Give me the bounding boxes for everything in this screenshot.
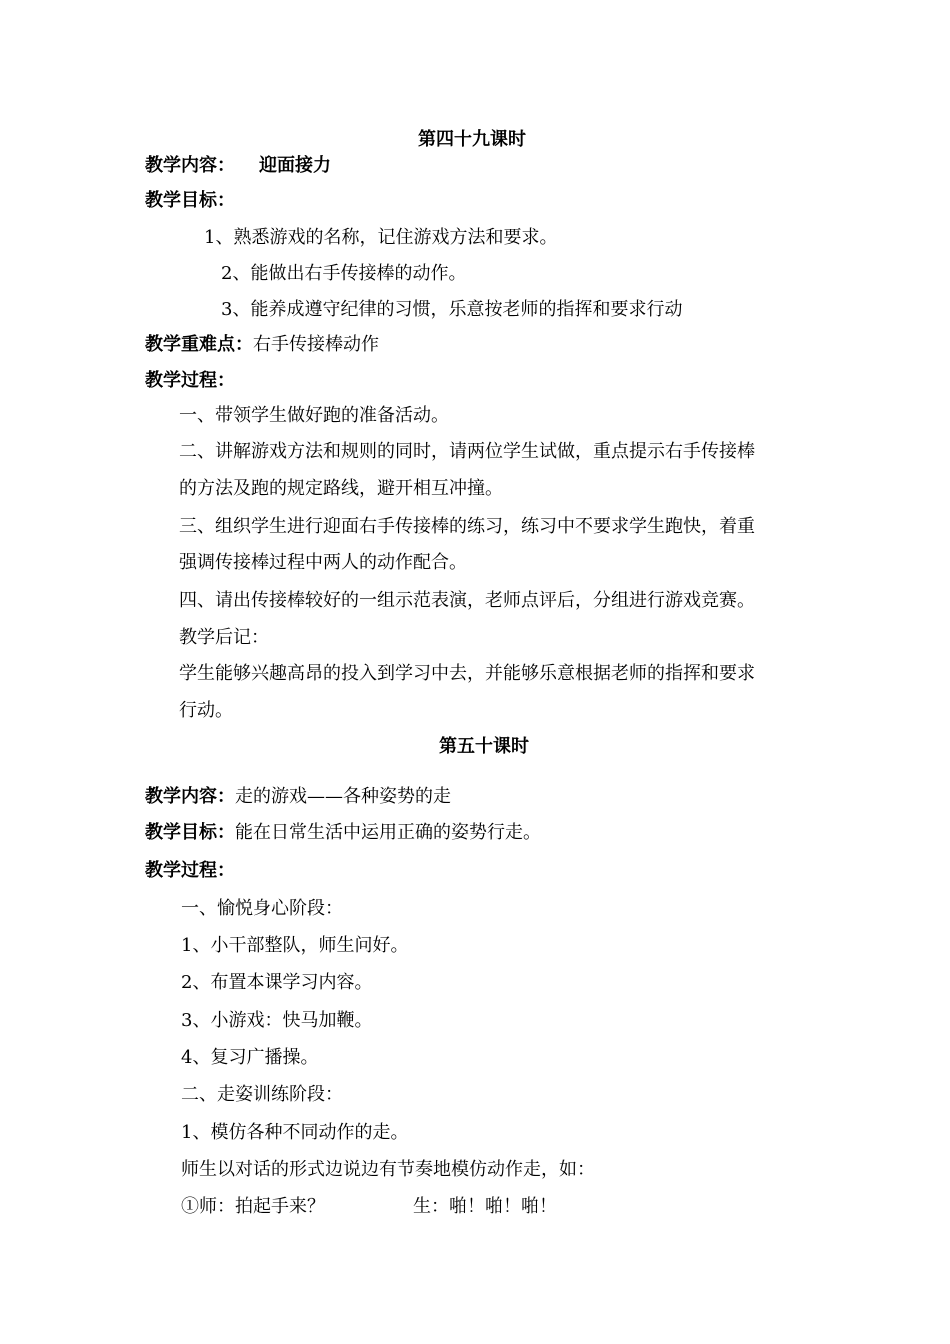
lesson49-content-label: 教学内容：	[145, 155, 235, 176]
lesson49-process-label: 教学过程：	[145, 370, 235, 391]
lesson49-key-row	[145, 333, 379, 357]
lesson50-step-5: 4、复习广播操。	[181, 1047, 319, 1068]
lesson49-step-1: 一、带领学生做好跑的准备活动。	[179, 405, 449, 426]
lesson50-title: 第五十课时	[439, 736, 529, 757]
lesson50-step-6: 二、走姿训练阶段：	[181, 1084, 343, 1105]
lesson49-step-2-cont: 的方法及跑的规定路线，避开相互冲撞。	[179, 478, 503, 499]
lesson49-notes-text: 学生能够兴趣高昂的投入到学习中去，并能够乐意根据老师的指挥和要求	[179, 663, 755, 684]
lesson50-step-3: 2、布置本课学习内容。	[181, 972, 373, 993]
lesson49-step-3-cont: 强调传接棒过程中两人的动作配合。	[179, 552, 467, 573]
lesson49-notes-label: 教学后记：	[179, 627, 269, 648]
lesson49-key-value: 右手传接棒动作	[253, 334, 379, 355]
lesson49-content-row	[145, 154, 331, 178]
lesson50-step-1: 一、愉悦身心阶段：	[181, 898, 343, 919]
lesson50-step-4: 3、小游戏：快马加鞭。	[181, 1010, 373, 1031]
lesson49-goal-2: 2、能做出右手传接棒的动作。	[221, 263, 467, 284]
lesson50-process-label: 教学过程：	[145, 860, 235, 881]
lesson50-goals-row	[145, 821, 541, 845]
lesson49-step-4: 四、请出传接棒较好的一组示范表演，老师点评后，分组进行游戏竞赛。	[179, 590, 755, 611]
lesson49-step-3: 三、组织学生进行迎面右手传接棒的练习，练习中不要求学生跑快，着重	[179, 516, 755, 537]
lesson50-content-row	[145, 785, 451, 809]
lesson50-goals-label: 教学目标：	[145, 822, 235, 843]
lesson50-content-label: 教学内容：	[145, 786, 235, 807]
lesson50-dialog-row	[181, 1195, 557, 1219]
lesson50-step-2: 1、小干部整队，师生问好。	[181, 935, 409, 956]
lesson50-dialog-teacher: ①师：拍起手来？	[181, 1196, 325, 1217]
lesson49-goals-label: 教学目标：	[145, 190, 235, 211]
lesson50-content-value: 走的游戏——各种姿势的走	[235, 786, 451, 807]
lesson49-key-label: 教学重难点：	[145, 334, 253, 355]
lesson50-step-8: 师生以对话的形式边说边有节奏地模仿动作走，如：	[181, 1159, 595, 1180]
lesson50-step-7: 1、模仿各种不同动作的走。	[181, 1122, 409, 1143]
lesson49-notes-text-cont: 行动。	[179, 700, 233, 721]
lesson49-content-value: 迎面接力	[259, 155, 331, 176]
lesson50-goals-value: 能在日常生活中运用正确的姿势行走。	[235, 822, 541, 843]
lesson49-goal-1: 1、熟悉游戏的名称，记住游戏方法和要求。	[204, 227, 558, 248]
lesson50-dialog-student: 生：啪！啪！啪！	[413, 1196, 557, 1217]
lesson49-title: 第四十九课时	[418, 129, 526, 150]
lesson49-step-2: 二、讲解游戏方法和规则的同时，请两位学生试做，重点提示右手传接棒	[179, 441, 755, 462]
lesson49-goal-3: 3、能养成遵守纪律的习惯，乐意按老师的指挥和要求行动	[221, 299, 683, 320]
